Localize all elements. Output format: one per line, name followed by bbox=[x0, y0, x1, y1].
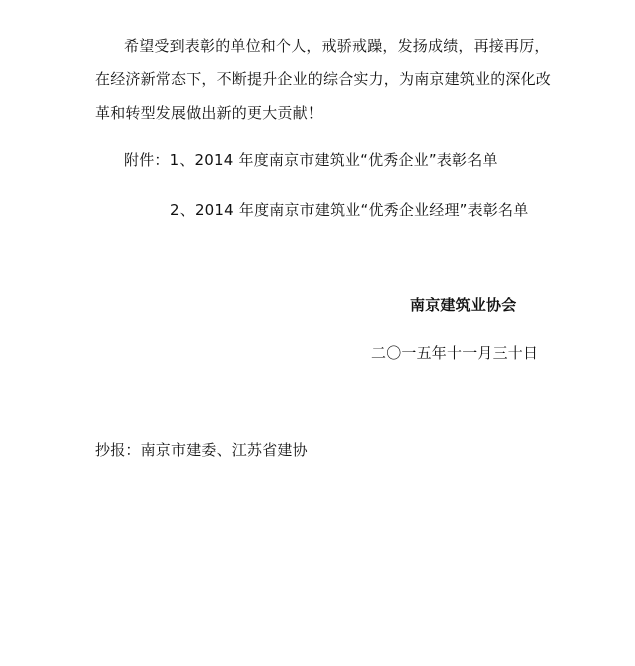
signature-organization: 南京建筑业协会 bbox=[410, 296, 517, 314]
paragraph-line-2: 在经济新常态下，不断提升企业的综合实力，为南京建筑业的深化改 bbox=[95, 70, 552, 88]
attachment-item-2: 2、2014 年度南京市建筑业“优秀企业经理”表彰名单 bbox=[170, 201, 529, 219]
attachment-line-1 bbox=[124, 150, 498, 170]
cc-line bbox=[95, 440, 308, 460]
cc-recipients: 南京市建委、江苏省建协 bbox=[140, 441, 308, 459]
paragraph-line-3: 革和转型发展做出新的更大贡献！ bbox=[95, 104, 324, 122]
paragraph-line-1: 希望受到表彰的单位和个人，戒骄戒躁，发扬成绩，再接再厉， bbox=[124, 37, 550, 55]
attachment-item-1: 1、2014 年度南京市建筑业“优秀企业”表彰名单 bbox=[169, 151, 498, 169]
cc-label: 抄报： bbox=[95, 441, 141, 459]
attachment-label: 附件： bbox=[124, 151, 170, 169]
signature-date: 二〇一五年十一月三十日 bbox=[371, 344, 539, 362]
